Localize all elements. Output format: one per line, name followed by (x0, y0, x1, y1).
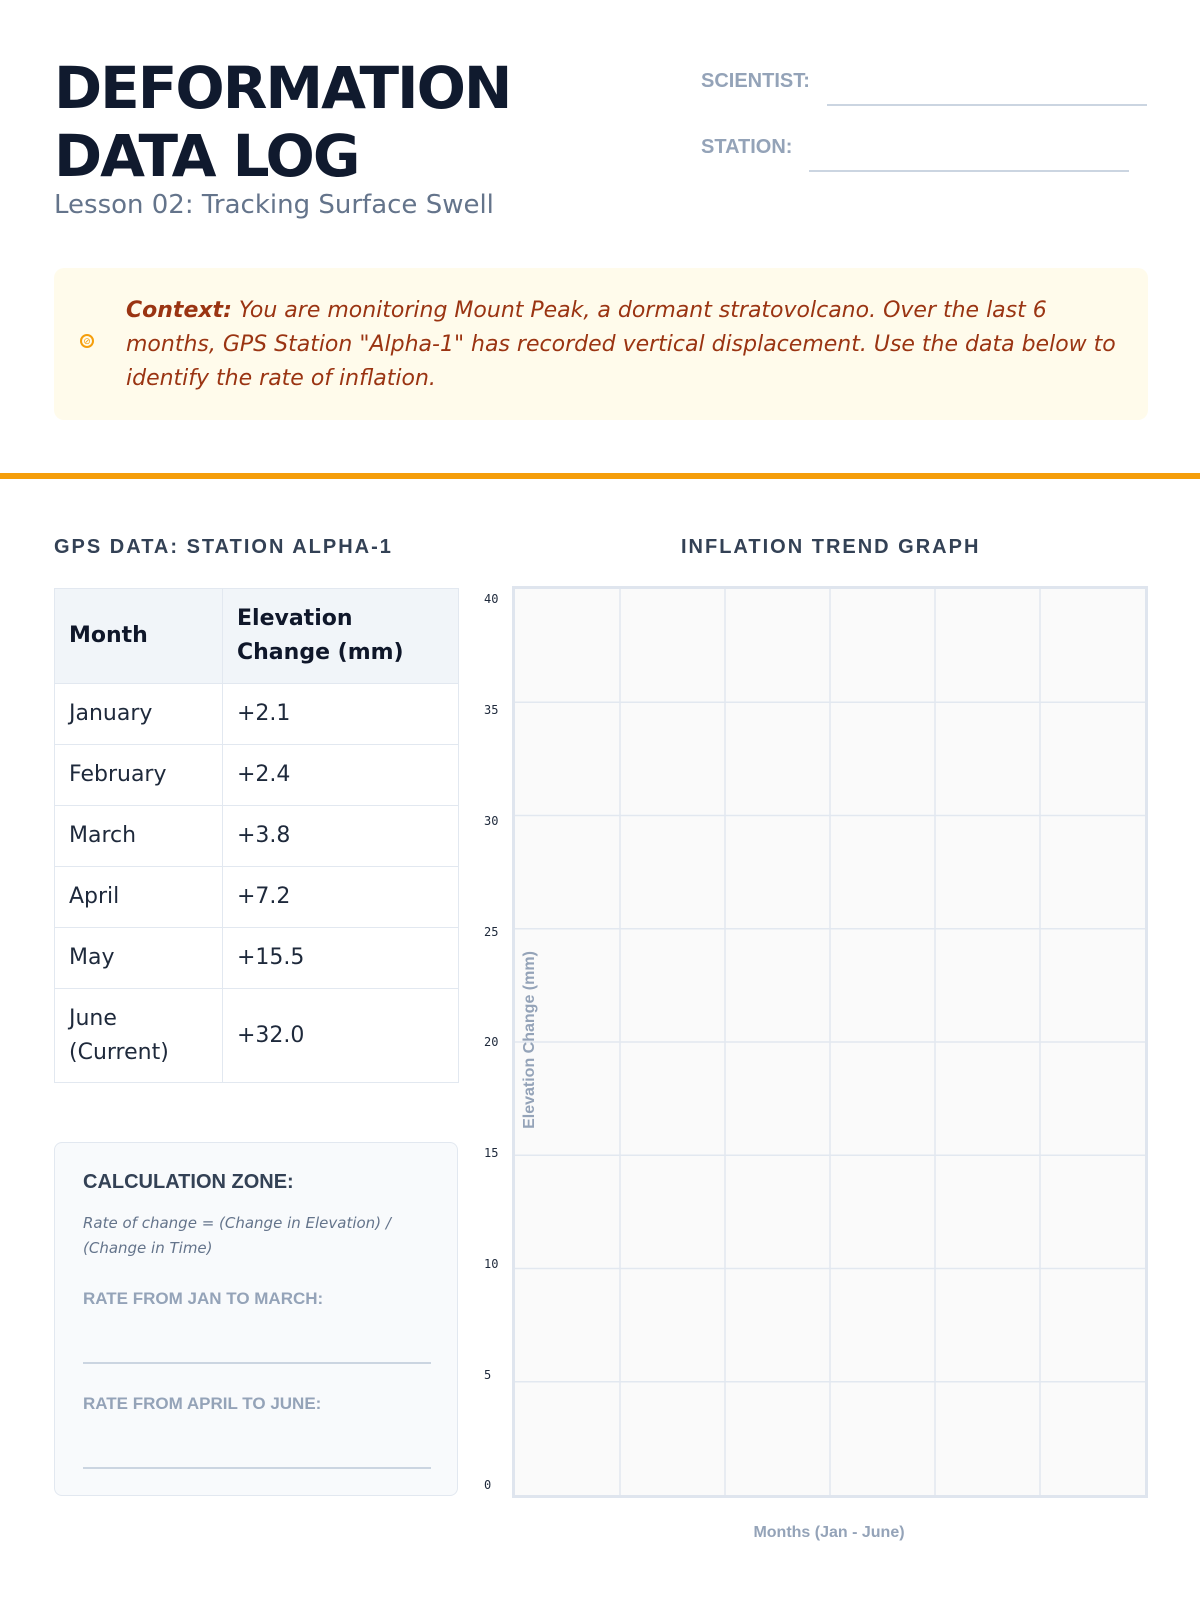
month-cell: January (55, 684, 223, 745)
rate-formula: Rate of change = (Change in Elevation) / (Change in Time) (83, 1214, 391, 1257)
table-row (55, 684, 459, 745)
column-header-elevation: Elevation Change (mm) (223, 589, 459, 684)
section-divider (0, 473, 1200, 479)
context-body: You are monitoring Mount Peak, a dormant stratovolcano. Over the last 6 months, GPS Station "Alpha-1" has recorded vertical displacement. Use the data below to identify the rate of inflation. (126, 298, 1116, 391)
compass-icon: ⊘ (80, 334, 94, 348)
month-cell: March (55, 806, 223, 867)
rate-jan-march-answer-line[interactable] (83, 1362, 431, 1364)
y-tick-label: 10 (484, 1257, 499, 1271)
calculation-title: CALCULATION ZONE: (83, 1171, 294, 1193)
lesson-subtitle: Lesson 02: Tracking Surface Swell (54, 190, 494, 220)
context-callout (54, 268, 1148, 420)
table-header-row (55, 589, 459, 684)
y-tick-label: 25 (484, 925, 499, 939)
y-tick-label: 30 (484, 814, 499, 828)
station-label: STATION: (701, 136, 793, 158)
context-text (126, 294, 1126, 396)
y-tick-label: 40 (484, 592, 499, 606)
calculation-zone (54, 1142, 458, 1496)
table-row (55, 745, 459, 806)
title-line-1: DEFORMATION (54, 54, 511, 122)
value-cell: +2.4 (223, 745, 459, 806)
page-title (54, 54, 510, 190)
station-input-line[interactable] (809, 170, 1129, 172)
value-cell: +7.2 (223, 867, 459, 928)
table-row (55, 928, 459, 989)
x-axis-label: Months (Jan - June) (753, 1524, 905, 1541)
table-row (55, 989, 459, 1083)
scientist-input-line[interactable] (827, 104, 1147, 106)
table-section-title: GPS DATA: STATION ALPHA-1 (54, 536, 393, 558)
month-cell: May (55, 928, 223, 989)
y-tick-label: 20 (484, 1035, 499, 1049)
y-tick-label: 15 (484, 1146, 499, 1160)
month-cell: April (55, 867, 223, 928)
y-axis-label: Elevation Change (mm) (521, 951, 538, 1129)
inflation-trend-graph[interactable] (512, 586, 1148, 1498)
rate-april-june-answer-line[interactable] (83, 1467, 431, 1469)
y-tick-label: 5 (484, 1368, 492, 1382)
month-cell: February (55, 745, 223, 806)
table-row (55, 806, 459, 867)
value-cell: +15.5 (223, 928, 459, 989)
rate-april-june-label: RATE FROM APRIL TO JUNE: (83, 1394, 322, 1413)
gps-data-table (54, 588, 459, 1083)
value-cell: +2.1 (223, 684, 459, 745)
scientist-label: SCIENTIST: (701, 70, 810, 92)
column-header-month: Month (55, 589, 223, 684)
y-tick-label: 0 (484, 1478, 492, 1492)
table-row (55, 867, 459, 928)
value-cell: +32.0 (223, 989, 459, 1083)
rate-jan-march-label: RATE FROM JAN TO MARCH: (83, 1289, 324, 1308)
title-line-2: DATA LOG (54, 122, 359, 190)
month-cell: June (Current) (55, 989, 223, 1083)
context-label: Context: (126, 298, 232, 323)
value-cell: +3.8 (223, 806, 459, 867)
y-tick-label: 35 (484, 703, 499, 717)
graph-section-title: INFLATION TREND GRAPH (681, 536, 981, 558)
